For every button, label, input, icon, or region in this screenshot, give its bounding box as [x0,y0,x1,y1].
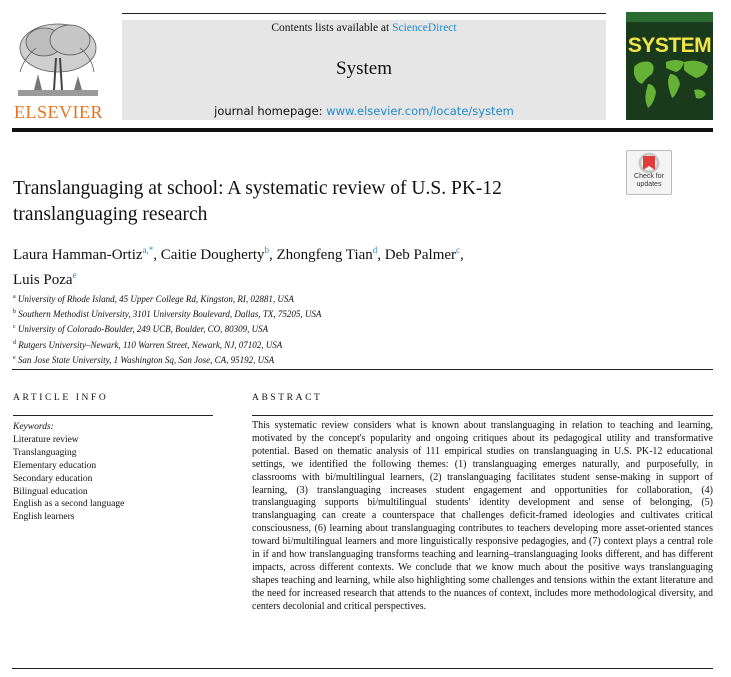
author[interactable]: Luis Poza$^e$ [13,270,77,288]
homepage-prefix: journal homepage: [214,104,327,118]
check-updates-icon [627,152,671,174]
section-rule [12,369,713,370]
homepage-line [122,104,606,118]
affiliation: $^a$ University of Rhode Island, 45 Upper College Rd, Kingston, RI, 02881, USA [13,294,294,304]
keyword: English as a second language [13,499,125,510]
journal-header [122,20,606,120]
elsevier-tree-icon [14,18,100,100]
contents-line [122,22,606,34]
contents-prefix: Contents lists available at [271,22,393,34]
article-info-heading: ARTICLE INFO [13,393,109,403]
header-top-rule [122,13,606,14]
author-affiliation-mark[interactable]: a,* [142,245,154,255]
article-title: Translanguaging at school: A systematic review of U.S. PK-12 translanguaging research [13,178,502,225]
journal-name: System [336,58,392,79]
affiliation: $^e$ San Jose State University, 1 Washington Sq, San Jose, CA, 95192, USA [13,354,275,365]
author-affiliation-mark[interactable]: b [264,245,270,255]
affiliation: $^b$ Southern Methodist University, 3101 University Boulevard, Dallas, TX, 75205, USA [13,309,322,320]
journal-cover[interactable] [626,12,713,120]
check-for-updates-button[interactable] [626,150,672,195]
journal-homepage-link[interactable]: www.elsevier.com/locate/system [326,104,514,118]
affiliation: $^c$ University of Colorado-Boulder, 249 UCB, Boulder, CO, 80309, USA [13,324,269,335]
author-affiliation-mark[interactable]: c [456,245,461,255]
check-updates-label: Check for updates [634,173,664,188]
keywords-label: Keywords: [13,422,54,432]
elsevier-logo[interactable] [12,14,102,120]
keyword: Translanguaging [13,447,77,458]
keyword: English learners [13,512,75,523]
keyword: Secondary education [13,473,93,484]
author-affiliation-mark[interactable]: d [372,245,378,255]
header-thick-rule [12,128,713,132]
bottom-rule [12,668,713,669]
author[interactable]: Deb Palmer$^c$ [384,245,461,263]
article-info-rule [13,415,213,416]
world-map-icon [626,12,713,120]
keywords-block [13,421,213,524]
abstract-text: This systematic review considers what is known about translanguaging in relation to teaching and learning, motivated by the concept's popularity and ongoing critiques about its pedagogical utility and transformative potential. Based on thematic analysis of 111 empirical studies on translanguaging in U.S. PK-12 educational settings, we identified the following themes: (1) translanguaging emerges naturally, and purposefully, in classrooms with bi/multilingual learners, (2) translanguaging facilitates student sense-making in support of learning, (3) translanguaging increases student engagement and opportunities for collaboration, (4) translanguaging supports bi/multilingual students' identity development and sense of belonging, (5) translanguaging can create a counterspace that challenges deficit-framed ideologies and cultivates critical consciousness, (6) learning about translanguaging contributes to teachers developing more asset-oriented stances toward bi/multilingual learners and more linguistically responsive pedagogies, and (7) context plays a central role in if and how translanguaging transforms teaching and learning–translanguaging looks different, and has different impacts, across different contexts. We conclude that we know much about the positive ways translanguaging shapes teaching and learning, while also highlighting some challenges and tensions within the extant literature and the need for increased research that attends to the nuances of context, includes more methodological diversity, and centers decolonial and critical perspectives. [252,420,713,612]
author[interactable]: Caitie Dougherty$^b$ [160,245,270,263]
author-list: Laura Hamman-Ortiz$^{a,*}$, Caitie Dougherty$^b$, Zhongfeng Tian$^d$, Deb Palmer$^c$, Luis Poza$^e$ [13,245,464,288]
author[interactable]: Laura Hamman-Ortiz$^{a,*}$ [13,245,154,263]
author-affiliation-mark[interactable]: e [72,270,77,280]
cover-title: SYSTEM [627,34,712,57]
keyword: Elementary education [13,460,97,471]
affiliation: $^d$ Rutgers University–Newark, 110 Warren Street, Newark, NJ, 07102, USA [13,339,283,350]
affiliation-list [13,291,613,367]
keyword: Literature review [13,434,79,445]
abstract-heading: ABSTRACT [252,393,323,403]
elsevier-wordmark: ELSEVIER [14,102,103,122]
keyword: Bilingual education [13,486,88,497]
abstract-rule [252,415,713,416]
sciencedirect-link[interactable]: ScienceDirect [392,22,457,34]
author[interactable]: Zhongfeng Tian$^d$ [276,245,378,263]
